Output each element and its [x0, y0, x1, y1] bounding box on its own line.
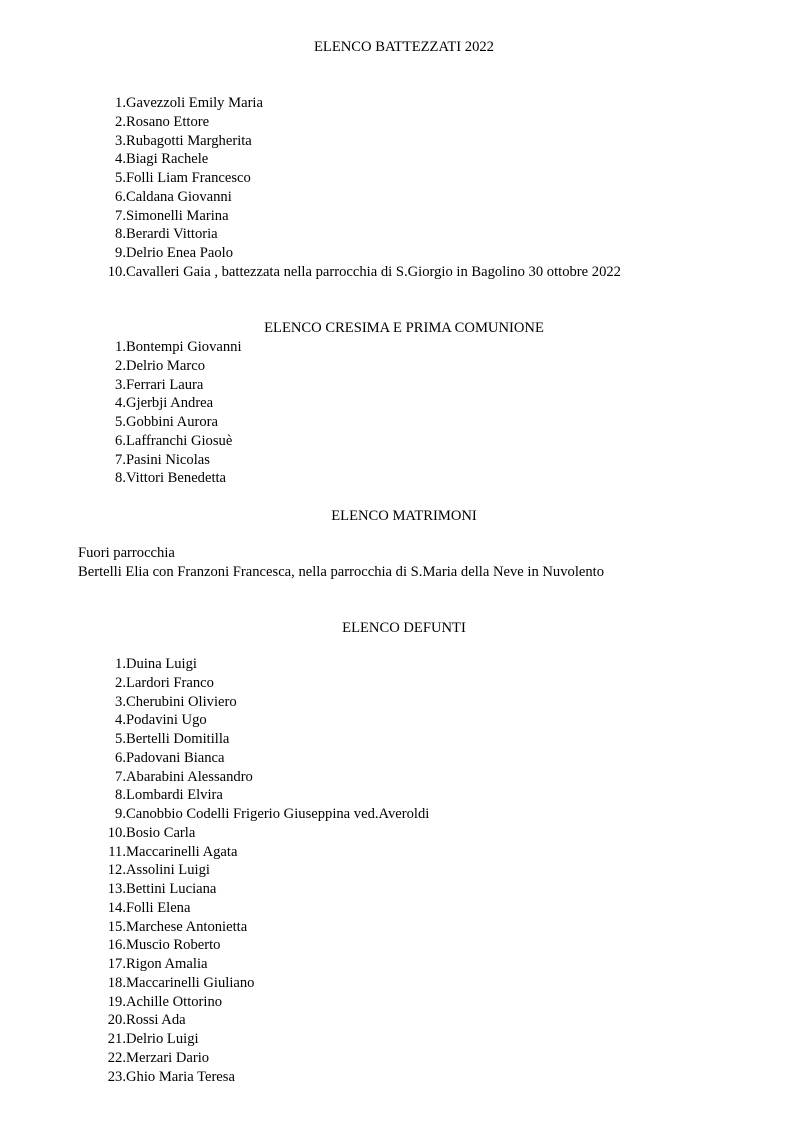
- list-item: [92, 263, 621, 282]
- list-item-text: Maccarinelli Agata: [126, 843, 238, 860]
- list-item: [92, 169, 621, 188]
- list-item: [92, 1068, 429, 1087]
- list-item-text: Ghio Maria Teresa: [126, 1068, 235, 1085]
- list-item: [92, 132, 621, 151]
- list-item-number: 3.: [115, 132, 126, 149]
- list-item-text: Berardi Vittoria: [126, 226, 218, 243]
- list-item-number: 17.: [107, 956, 126, 972]
- list-item-number: 1.: [115, 339, 126, 355]
- list-item-number: 10.: [107, 263, 126, 280]
- list-item: [92, 711, 429, 730]
- list-item-text: Duina Luigi: [126, 656, 197, 672]
- list-item-text: Maccarinelli Giuliano: [126, 974, 255, 991]
- list-item-text: Folli Elena: [126, 899, 191, 916]
- list-item-text: Folli Liam Francesco: [126, 170, 251, 186]
- list-item-number: 9.: [115, 806, 126, 822]
- list-item-text: Bettini Luciana: [126, 881, 217, 897]
- list-item-number: 12.: [107, 862, 126, 879]
- list-item: [92, 655, 429, 674]
- list-item-number: 16.: [107, 937, 126, 954]
- list-item-number: 8.: [115, 787, 126, 804]
- list-item-number: 3.: [115, 693, 126, 710]
- list-item-text: Rubagotti Margherita: [126, 132, 252, 149]
- list-item-text: Simonelli Marina: [126, 207, 229, 224]
- list-item-number: 2.: [115, 674, 126, 691]
- list-item-text: Gavezzoli Emily Maria: [126, 95, 263, 111]
- list-item: [92, 693, 429, 712]
- list-item-number: 1.: [115, 95, 126, 111]
- list-item-text: Caldana Giovanni: [126, 188, 232, 205]
- list-item: [92, 94, 621, 113]
- list-item-number: 5.: [115, 170, 126, 186]
- marriages-title: ELENCO MATRIMONI: [331, 508, 477, 524]
- list-item-number: 9.: [115, 245, 126, 261]
- marriages-location-note: Fuori parrocchia: [78, 545, 175, 561]
- list-item-text: Muscio Roberto: [126, 937, 221, 954]
- list-item: [92, 357, 242, 376]
- deceased-list: [92, 655, 429, 1086]
- list-item: [92, 749, 429, 768]
- list-item: [92, 993, 429, 1012]
- list-item: [92, 451, 242, 470]
- list-item: [92, 768, 429, 787]
- list-item-text: Rosano Ettore: [126, 113, 210, 130]
- list-item-text: Rossi Ada: [126, 1012, 186, 1029]
- list-item: [92, 188, 621, 207]
- list-item-text: Merzari Dario: [126, 1049, 210, 1066]
- list-item-text: Abarabini Alessandro: [126, 768, 253, 785]
- list-item: [92, 413, 242, 432]
- list-item-text: Delrio Enea Paolo: [126, 245, 233, 261]
- list-item: [92, 338, 242, 357]
- list-item: [92, 244, 621, 263]
- list-item-text: Bosio Carla: [126, 824, 196, 841]
- list-item: [92, 805, 429, 824]
- list-item-number: 4.: [115, 151, 126, 168]
- list-item-number: 2.: [115, 113, 126, 130]
- list-item-text: Canobbio Codelli Frigerio Giuseppina ved.Averoldi: [126, 806, 430, 822]
- list-item-number: 4.: [115, 712, 126, 729]
- list-item-text: Lombardi Elvira: [126, 787, 223, 804]
- list-item-number: 10.: [107, 824, 126, 841]
- list-item-text: Ferrari Laura: [126, 376, 204, 393]
- list-item: [92, 880, 429, 899]
- list-item-text: Cherubini Oliviero: [126, 693, 237, 710]
- list-item: [92, 730, 429, 749]
- list-item: [92, 1030, 429, 1049]
- list-item-text: Podavini Ugo: [126, 712, 207, 729]
- list-item: [92, 955, 429, 974]
- marriages-entry: Bertelli Elia con Franzoni Francesca, nella parrocchia di S.Maria della Neve in Nuvolento: [78, 564, 604, 580]
- list-item-number: 20.: [107, 1012, 126, 1029]
- list-item-number: 4.: [115, 395, 126, 412]
- list-item: [92, 936, 429, 955]
- list-item: [92, 376, 242, 395]
- confirmations-list: [92, 338, 242, 488]
- list-item-number: 19.: [107, 993, 126, 1010]
- list-item-number: 5.: [115, 414, 126, 430]
- baptisms-title: ELENCO BATTEZZATI 2022: [314, 39, 494, 55]
- list-item: [92, 861, 429, 880]
- confirmations-title: ELENCO CRESIMA E PRIMA COMUNIONE: [264, 320, 544, 336]
- list-item-number: 2.: [115, 357, 126, 374]
- list-item: [92, 786, 429, 805]
- list-item: [92, 207, 621, 226]
- list-item-text: Assolini Luigi: [126, 862, 210, 879]
- list-item: [92, 824, 429, 843]
- list-item-number: 14.: [107, 899, 126, 916]
- list-item-number: 6.: [115, 749, 126, 766]
- list-item-text: Bontempi Giovanni: [126, 339, 242, 355]
- list-item-text: Delrio Marco: [126, 357, 206, 374]
- list-item-number: 3.: [115, 376, 126, 393]
- list-item-text: Gobbini Aurora: [126, 414, 219, 430]
- list-item-number: 6.: [115, 188, 126, 205]
- list-item-text: Biagi Rachele: [126, 151, 209, 168]
- list-item: [92, 674, 429, 693]
- list-item: [92, 150, 621, 169]
- list-item-number: 7.: [115, 207, 126, 224]
- list-item: [92, 113, 621, 132]
- list-item-number: 1.: [115, 656, 126, 672]
- list-item: [92, 225, 621, 244]
- list-item-number: 7.: [115, 451, 126, 468]
- list-item-text: Padovani Bianca: [126, 749, 225, 766]
- list-item-number: 21.: [107, 1031, 126, 1047]
- list-item-text: Delrio Luigi: [126, 1031, 199, 1047]
- list-item-number: 15.: [107, 918, 126, 935]
- list-item-text: Rigon Amalia: [126, 956, 208, 972]
- list-item: [92, 1011, 429, 1030]
- list-item: [92, 394, 242, 413]
- list-item-text: Marchese Antonietta: [126, 918, 248, 935]
- list-item-number: 8.: [115, 226, 126, 243]
- list-item-text: Vittori Benedetta: [126, 470, 227, 487]
- list-item: [92, 432, 242, 451]
- list-item-text: Laffranchi Giosuè: [126, 432, 233, 449]
- list-item: [92, 469, 242, 488]
- list-item-text: Gjerbji Andrea: [126, 395, 214, 412]
- list-item: [92, 974, 429, 993]
- list-item-text: Cavalleri Gaia , battezzata nella parrocchia di S.Giorgio in Bagolino 30 ottobre 2022: [126, 263, 621, 280]
- list-item: [92, 918, 429, 937]
- list-item-number: 6.: [115, 432, 126, 449]
- list-item-number: 22.: [107, 1049, 126, 1066]
- list-item-number: 8.: [115, 470, 126, 487]
- list-item-number: 11.: [108, 843, 126, 860]
- list-item-text: Lardori Franco: [126, 674, 214, 691]
- list-item-number: 13.: [107, 881, 126, 897]
- list-item: [92, 1049, 429, 1068]
- list-item: [92, 899, 429, 918]
- list-item-number: 23.: [107, 1068, 126, 1085]
- list-item-number: 5.: [115, 731, 126, 747]
- list-item-text: Pasini Nicolas: [126, 451, 210, 468]
- list-item: [92, 843, 429, 862]
- list-item-number: 18.: [107, 974, 126, 991]
- list-item-text: Achille Ottorino: [126, 993, 223, 1010]
- baptisms-list: [92, 94, 621, 282]
- list-item-text: Bertelli Domitilla: [126, 731, 230, 747]
- deceased-title: ELENCO DEFUNTI: [342, 620, 466, 636]
- list-item-number: 7.: [115, 768, 126, 785]
